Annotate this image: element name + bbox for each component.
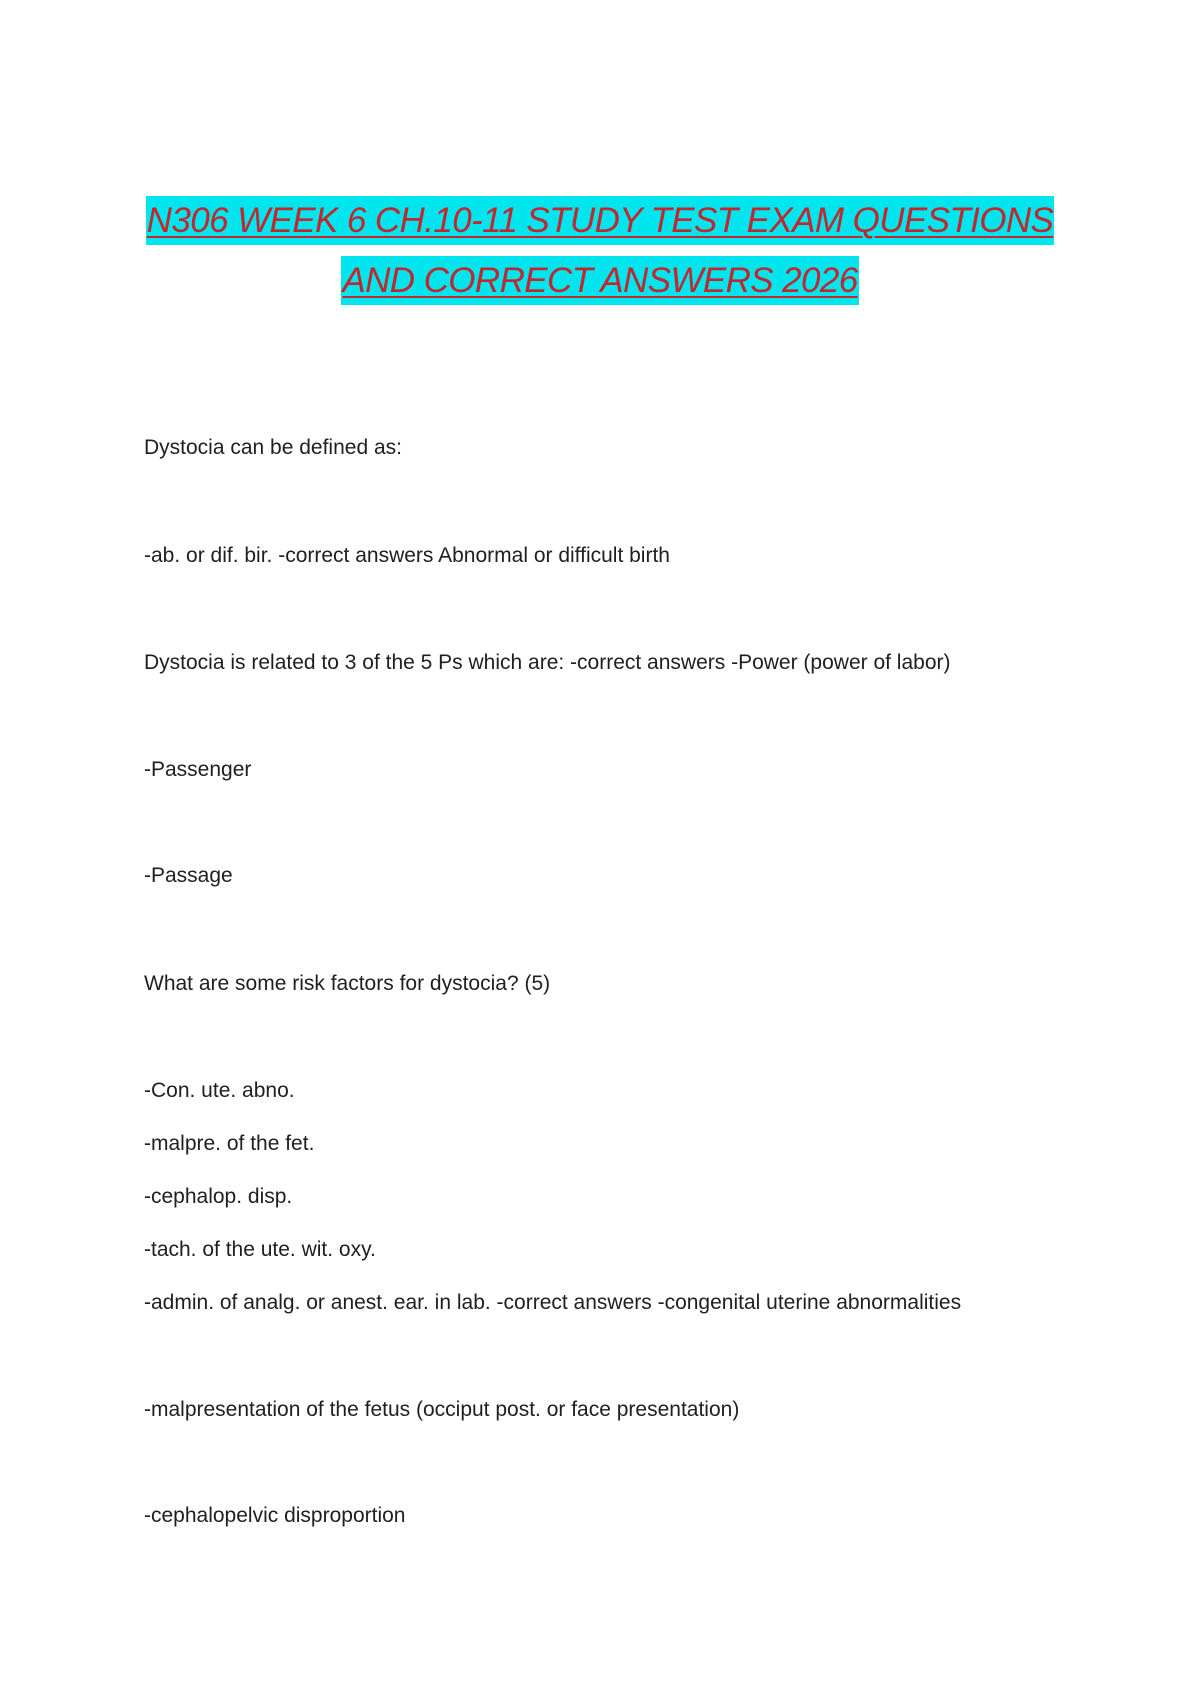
risk-factor-abbrev-1: -Con. ute. abno. — [144, 1079, 295, 1102]
question-dystocia-definition: Dystocia can be defined as: — [144, 436, 402, 459]
answer-passenger: -Passenger — [144, 758, 252, 781]
answer-passage: -Passage — [144, 864, 233, 887]
risk-factor-malpresentation: -malpresentation of the fetus (occiput post. or face presentation) — [144, 1398, 740, 1421]
risk-factor-abbrev-3: -cephalop. disp. — [144, 1185, 293, 1208]
question-dystocia-ps: Dystocia is related to 3 of the 5 Ps which are: -correct answers -Power (power of labor) — [144, 651, 951, 674]
title-line-1: N306 WEEK 6 CH.10-11 STUDY TEST EXAM QUESTIONS — [146, 196, 1055, 245]
risk-factor-abbrev-2: -malpre. of the fet. — [144, 1132, 315, 1155]
answer-dystocia-definition: -ab. or dif. bir. -correct answers Abnormal or difficult birth — [144, 544, 670, 567]
risk-factor-abbrev-4: -tach. of the ute. wit. oxy. — [144, 1238, 376, 1261]
document-title — [0, 196, 1200, 316]
title-line-2: AND CORRECT ANSWERS 2026 — [341, 256, 858, 305]
risk-factor-abbrev-5: -admin. of analg. or anest. ear. in lab. -correct answers -congenital uterine abnormalities — [144, 1291, 962, 1314]
question-risk-factors: What are some risk factors for dystocia? (5) — [144, 972, 551, 995]
risk-factor-cephalopelvic: -cephalopelvic disproportion — [144, 1504, 406, 1527]
